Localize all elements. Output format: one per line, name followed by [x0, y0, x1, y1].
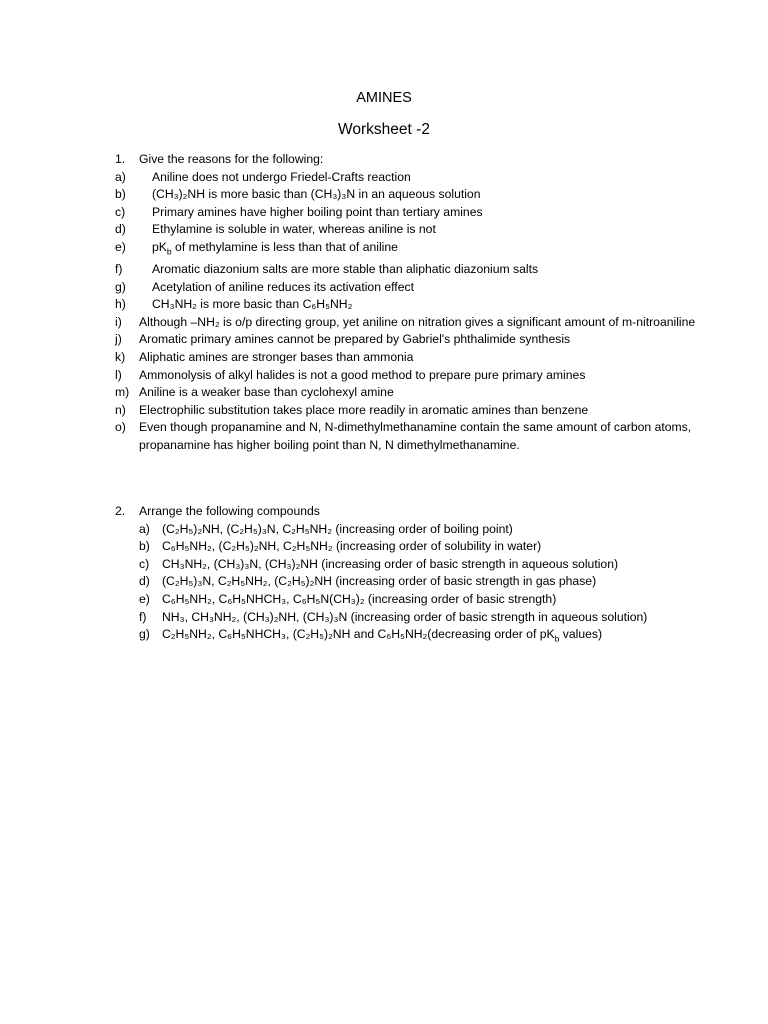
question-1-item-c	[115, 204, 745, 222]
question-1-item-e	[115, 239, 745, 261]
question-1-number: 1.	[115, 152, 126, 166]
item-text: Aniline is a weaker base than cyclohexyl amine	[139, 385, 394, 400]
question-1-item-j	[115, 331, 745, 349]
item-marker: c)	[139, 556, 150, 571]
item-text: Primary amines have higher boiling point than tertiary amines	[152, 204, 483, 219]
item-marker: g)	[139, 627, 150, 642]
item-text: C₆H₅NH₂, C₆H₅NHCH₃, C₆H₅N(CH₃)₂ (increasing order of basic strength)	[162, 591, 557, 606]
item-marker: n)	[115, 402, 126, 417]
question-2-item-c	[115, 556, 745, 574]
item-text: Aniline does not undergo Friedel-Crafts reaction	[152, 169, 411, 184]
question-1-item-a	[115, 169, 745, 187]
item-marker: f)	[115, 262, 123, 276]
item-marker: b)	[139, 539, 150, 554]
item-marker: c)	[115, 204, 126, 219]
question-2-item-f	[115, 609, 745, 627]
subscript: b	[166, 246, 172, 257]
item-text: (CH₃)₂NH is more basic than (CH₃)₃N in an aqueous solution	[152, 187, 481, 202]
question-1-item-g	[115, 279, 745, 297]
item-text: NH₃, CH₃NH₂, (CH₃)₂NH, (CH₃)₃N (increasing order of basic strength in aqueous solution)	[162, 609, 648, 624]
question-2-item-a	[115, 521, 745, 539]
item-text: C₆H₅NH₂, (C₂H₅)₂NH, C₂H₅NH₂ (increasing order of solubility in water)	[162, 539, 542, 554]
question-2-number: 2.	[115, 504, 126, 518]
question-2-item-d	[115, 573, 745, 591]
item-text: CH₃NH₂ is more basic than C₆H₅NH₂	[152, 297, 353, 312]
item-text: (C₂H₅)₂NH, (C₂H₅)₃N, C₂H₅NH₂ (increasing order of boiling point)	[162, 521, 513, 536]
item-marker: a)	[115, 169, 126, 184]
question-1-item-b	[115, 186, 745, 204]
item-text: C₂H₅NH₂, C₆H₅NHCH₃, (C₂H₅)₂NH and C₆H₅NH₂(decreasing order of $pK_b$ values)	[162, 627, 603, 644]
item-marker: k)	[115, 349, 126, 364]
question-2-heading	[115, 503, 745, 521]
item-marker: h)	[115, 297, 126, 312]
question-1-item-k	[115, 349, 745, 367]
question-1-prompt: Give the reasons for the following:	[139, 152, 324, 166]
question-2-item-b	[115, 538, 745, 556]
item-marker: j)	[115, 332, 122, 347]
item-text: Although –NH₂ is o/p directing group, yet aniline on nitration gives a significant amount of m-nitroaniline	[139, 314, 696, 329]
question-1-item-h	[115, 296, 745, 314]
item-marker: e)	[139, 591, 150, 606]
question-2-item-g	[115, 626, 745, 648]
item-text: Even though propanamine and N, N-dimethylmethanamine contain the same amount of carbon atoms, propanamine has higher boiling point than N, N dimethylmethanamine.	[139, 420, 692, 452]
item-marker: a)	[139, 521, 150, 536]
item-text: Ethylamine is soluble in water, whereas aniline is not	[152, 222, 436, 237]
question-1-item-m	[115, 384, 745, 402]
item-marker: m)	[115, 385, 130, 400]
question-2-item-e	[115, 591, 745, 609]
question-1-heading	[115, 151, 745, 169]
item-marker: b)	[115, 187, 126, 202]
question-1-section	[115, 151, 745, 455]
question-2-prompt: Arrange the following compounds	[139, 504, 320, 518]
item-text: Aromatic primary amines cannot be prepared by Gabriel's phthalimide synthesis	[139, 332, 571, 347]
item-marker: g)	[115, 279, 126, 294]
item-text: (C₂H₅)₃N, C₂H₅NH₂, (C₂H₅)₂NH (increasing order of basic strength in gas phase)	[162, 574, 597, 589]
item-text: Ammonolysis of alkyl halides is not a good method to prepare pure primary amines	[139, 367, 586, 382]
item-marker: d)	[139, 574, 150, 589]
document-title: AMINES	[356, 90, 412, 106]
question-2-section	[115, 503, 745, 648]
item-text: Acetylation of aniline reduces its activation effect	[152, 279, 414, 294]
item-marker: e)	[115, 239, 126, 254]
item-marker: l)	[115, 367, 122, 382]
question-1-item-o	[115, 419, 745, 454]
subscript: b	[554, 633, 560, 644]
question-1-item-d	[115, 221, 745, 239]
item-text: Aromatic diazonium salts are more stable than aliphatic diazonium salts	[152, 262, 539, 276]
question-1-item-f	[115, 261, 745, 279]
item-marker: d)	[115, 222, 126, 237]
document-subtitle: Worksheet -2	[338, 121, 430, 138]
item-text: Electrophilic substitution takes place more readily in aromatic amines than benzene	[139, 402, 589, 417]
item-text: Aliphatic amines are stronger bases than ammonia	[139, 349, 414, 364]
question-1-item-l	[115, 367, 745, 385]
question-1-item-n	[115, 402, 745, 420]
item-text: $pK_b$ of methylamine is less than that of aniline	[152, 239, 398, 257]
item-marker: i)	[115, 314, 122, 329]
item-text: CH₃NH₂, (CH₃)₃N, (CH₃)₂NH (increasing order of basic strength in aqueous solution)	[162, 556, 619, 571]
item-marker: f)	[139, 609, 147, 624]
question-1-item-i	[115, 314, 745, 332]
item-marker: o)	[115, 420, 126, 435]
